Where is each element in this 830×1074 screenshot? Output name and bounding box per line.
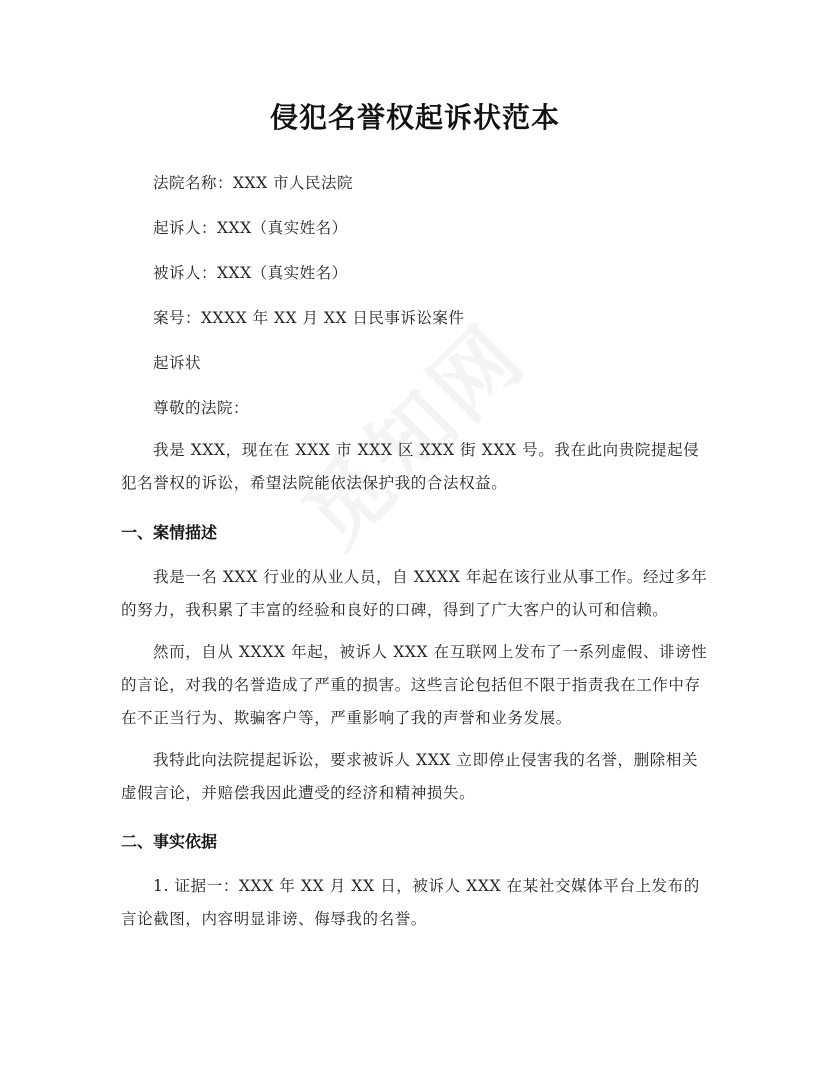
- defendant-line: 被诉人：XXX（真实姓名）: [153, 264, 348, 282]
- document-title: 侵犯名誉权起诉状范本: [269, 101, 560, 134]
- paragraph-case-3: 我特此向法院提起诉讼，要求被诉人 XXX 立即停止侵害我的名誉，删除相关虚假言论，并赔偿我因此遭受的经济和精神损失。: [121, 751, 699, 802]
- intro-paragraph: 我是 XXX，现在在 XXX 市 XXX 区 XXX 街 XXX 号。我在此向贵院提起侵犯名誉权的诉讼，希望法院能依法保护我的合法权益。: [121, 441, 700, 492]
- section-heading-fact-basis: 二、事实依据: [121, 832, 218, 851]
- paragraph-case-2: 然而，自从 XXXX 年起，被诉人 XXX 在互联网上发布了一系列虚假、诽谤性的言论，对我的名誉造成了严重的损害。这些言论包括但不限于指责我在工作中存在不正当行为、欺骗客户等，严重影响了我的声誉和业务发展。: [121, 643, 708, 727]
- salutation-line: 尊敬的法院：: [153, 399, 250, 417]
- paragraph-evidence-1: 1. 证据一：XXX 年 XX 月 XX 日，被诉人 XXX 在某社交媒体平台上发布的言论截图，内容明显诽谤、侮辱我的名誉。: [121, 877, 700, 928]
- paragraph-case-1: 我是一名 XXX 行业的从业人员，自 XXXX 年起在该行业从事工作。经过多年的努力，我积累了丰富的经验和良好的口碑，得到了广大客户的认可和信赖。: [121, 568, 708, 619]
- case-number-line: 案号：XXXX 年 XX 月 XX 日民事诉讼案件: [153, 309, 465, 327]
- section-heading-case-description: 一、案情描述: [121, 523, 218, 542]
- court-name-line: 法院名称：XXX 市人民法院: [153, 174, 354, 192]
- plaintiff-line: 起诉人：XXX（真实姓名）: [153, 219, 348, 237]
- complaint-label: 起诉状: [153, 354, 202, 372]
